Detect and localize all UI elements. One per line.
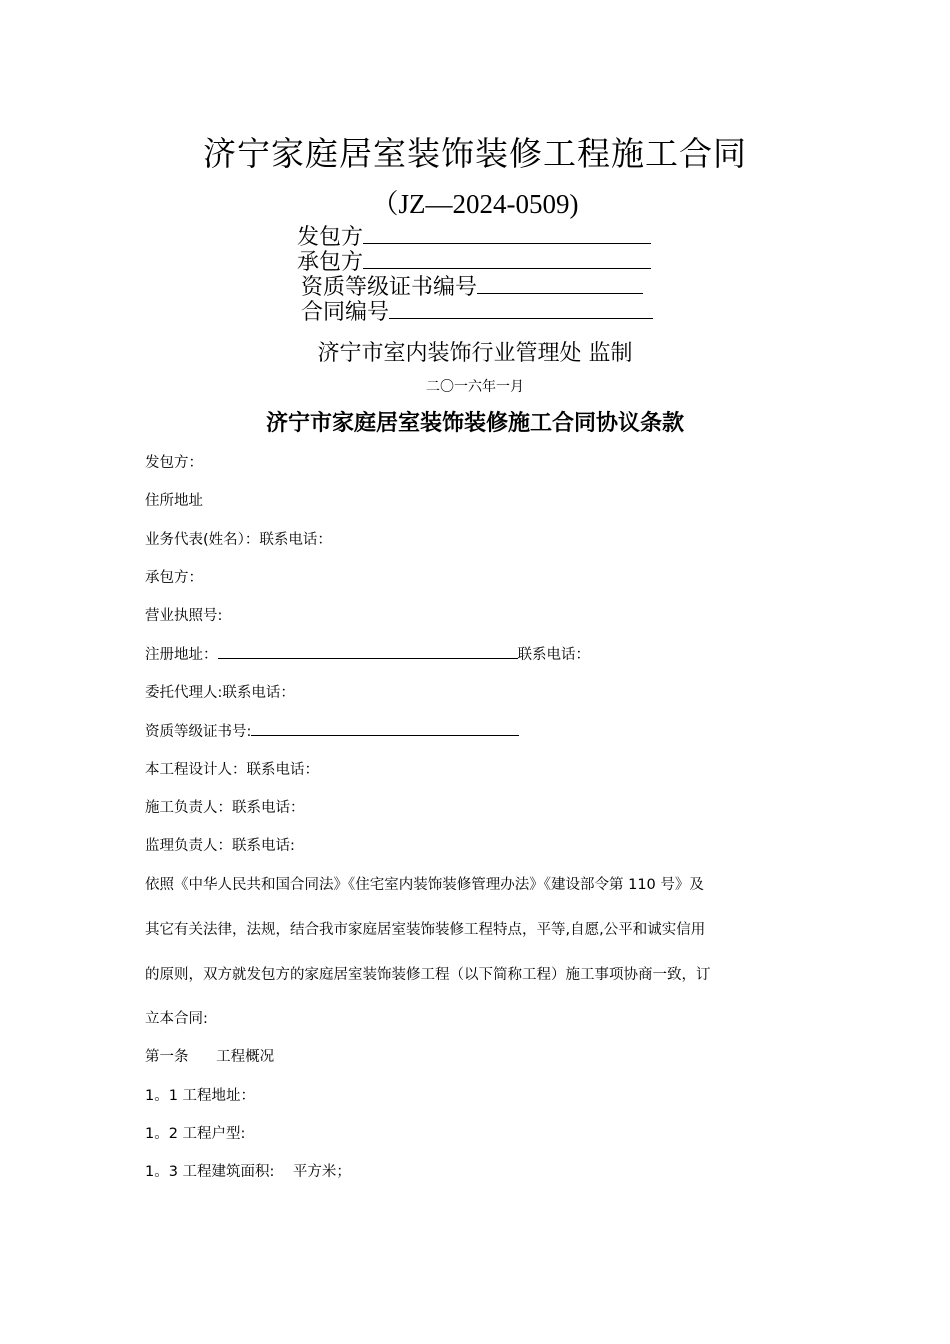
preamble-line: 立本合同: [145, 1011, 208, 1027]
field-reg-address-label: 注册地址： [145, 647, 218, 663]
field-construction: 施工负责人：联系电话： [145, 800, 305, 816]
field-license: 营业执照号: [145, 608, 223, 624]
field-cert-blank [251, 721, 519, 736]
article1-item: 1。3 工程建筑面积: 平方米； [145, 1164, 351, 1180]
cover-field-chengbao-label: 承包方 [297, 250, 364, 275]
supervisor-line: 济宁市室内装饰行业管理处 监制 [317, 341, 633, 366]
cover-field-hetong [301, 300, 653, 326]
cover-field-hetong-blank [389, 300, 653, 319]
cover-field-zizhi-label: 资质等级证书编号 [301, 275, 478, 300]
field-address: 住所地址 [145, 493, 203, 509]
preamble-line: 依照《中华人民共和国合同法》《住宅室内装饰装修管理办法》《建设部令第 110 号》及 [145, 877, 704, 893]
cover-field-zizhi [301, 275, 643, 301]
contract-code: （JZ—2024-0509) [371, 189, 579, 219]
field-cert [145, 720, 519, 741]
cover-field-chengbao-blank [363, 250, 651, 269]
cover-field-chengbao [297, 250, 651, 276]
cover-field-fabao [297, 225, 651, 251]
field-rep: 业务代表(姓名）：联系电话： [145, 532, 332, 548]
contract-title: 济宁家庭居室装饰装修工程施工合同 [203, 134, 747, 173]
cover-field-zizhi-blank [477, 275, 643, 294]
field-fabao: 发包方： [145, 455, 203, 471]
field-cert-label: 资质等级证书号: [145, 724, 252, 740]
cover-field-fabao-blank [363, 225, 651, 244]
field-supervisor: 监理负责人：联系电话: [145, 838, 295, 854]
preamble-line: 的原则，双方就发包方的家庭居室装饰装修工程（以下简称工程）施工事项协商一致，订 [145, 967, 711, 983]
field-reg-phone-label: 联系电话： [517, 647, 590, 663]
article1-item: 1。2 工程户型: [145, 1126, 246, 1142]
field-designer: 本工程设计人：联系电话： [145, 762, 319, 778]
agreement-subtitle: 济宁市家庭居室装饰装修施工合同协议条款 [265, 411, 684, 436]
cover-field-fabao-label: 发包方 [297, 225, 364, 250]
article1-item: 1。1 工程地址： [145, 1088, 256, 1104]
field-chengbao: 承包方： [145, 570, 203, 586]
field-reg-address [145, 643, 590, 664]
field-reg-address-blank [218, 644, 518, 659]
issue-date: 二〇一六年一月 [426, 379, 524, 395]
preamble-line: 其它有关法律，法规，结合我市家庭居室装饰装修工程特点，平等,自愿,公平和诚实信用 [145, 922, 706, 938]
field-agent: 委托代理人:联系电话： [145, 685, 295, 701]
article1-heading: 第一条 工程概况 [145, 1049, 275, 1065]
cover-field-hetong-label: 合同编号 [301, 300, 390, 325]
